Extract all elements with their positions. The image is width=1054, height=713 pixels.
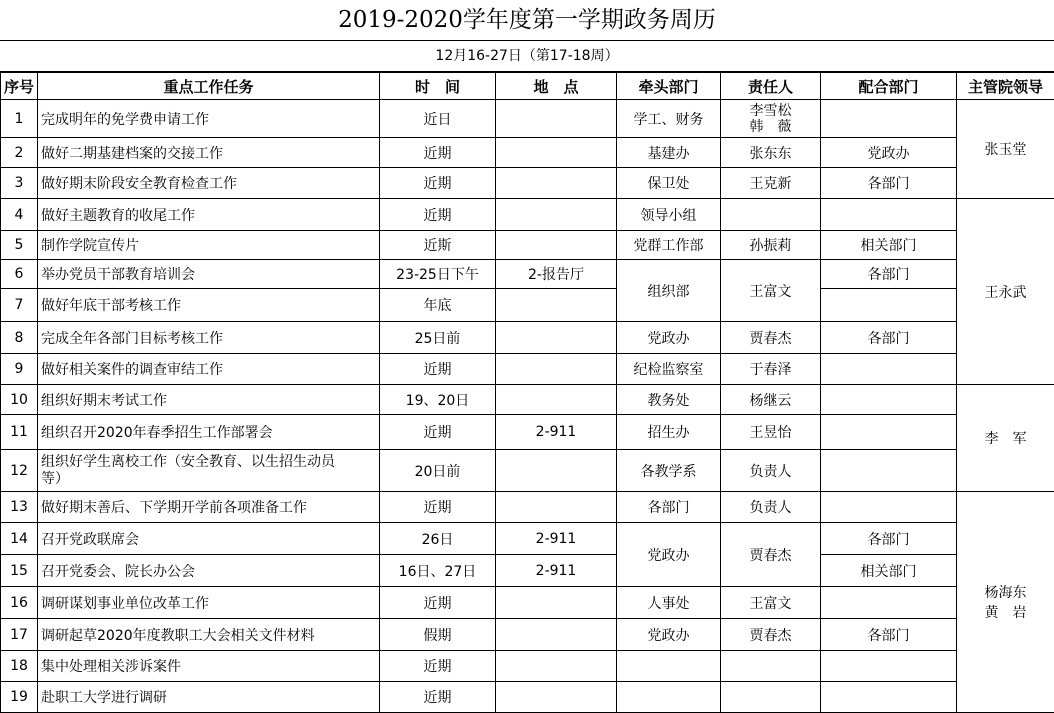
cell-time: 20日前 bbox=[380, 450, 496, 492]
cell-time: 年底 bbox=[380, 289, 496, 322]
cell-lead: 党政办 bbox=[617, 619, 721, 651]
cell-task: 调研谋划事业单位改革工作 bbox=[38, 587, 380, 619]
cell-no: 13 bbox=[1, 492, 38, 523]
cell-person bbox=[721, 682, 821, 713]
cell-time: 23-25日下午 bbox=[380, 260, 496, 289]
cell-task: 做好二期基建档案的交接工作 bbox=[38, 138, 380, 168]
cell-coop bbox=[821, 492, 957, 523]
cell-leader: 王永武 bbox=[957, 199, 1054, 385]
cell-lead: 党政办 bbox=[617, 523, 721, 587]
cell-place bbox=[496, 322, 617, 354]
table-row bbox=[1, 289, 1054, 322]
table-row bbox=[1, 260, 1054, 289]
cell-task: 召开党政联席会 bbox=[38, 523, 380, 555]
table-row bbox=[1, 231, 1054, 260]
cell-task: 召开党委会、院长办公会 bbox=[38, 555, 380, 587]
cell-coop: 各部门 bbox=[821, 322, 957, 354]
cell-coop: 各部门 bbox=[821, 260, 957, 289]
cell-place bbox=[496, 385, 617, 415]
cell-place: 2-报告厅 bbox=[496, 260, 617, 289]
cell-coop: 党政办 bbox=[821, 138, 957, 168]
cell-place bbox=[496, 354, 617, 385]
cell-leader: 李 军 bbox=[957, 385, 1054, 492]
table-row bbox=[1, 651, 1054, 682]
cell-time: 近期 bbox=[380, 168, 496, 199]
cell-lead: 学工、财务 bbox=[617, 100, 721, 138]
cell-person: 王昱怡 bbox=[721, 415, 821, 450]
cell-place bbox=[496, 231, 617, 260]
table-row bbox=[1, 322, 1054, 354]
table-row bbox=[1, 138, 1054, 168]
cell-place bbox=[496, 289, 617, 322]
cell-coop: 相关部门 bbox=[821, 231, 957, 260]
cell-time: 近期 bbox=[380, 354, 496, 385]
cell-place bbox=[496, 619, 617, 651]
table-row bbox=[1, 682, 1054, 713]
cell-lead: 领导小组 bbox=[617, 199, 721, 231]
cell-no: 3 bbox=[1, 168, 38, 199]
cell-no: 18 bbox=[1, 651, 38, 682]
cell-coop: 各部门 bbox=[821, 619, 957, 651]
leader-name: 黄 岩 bbox=[959, 602, 1052, 622]
cell-task: 做好相关案件的调查审结工作 bbox=[38, 354, 380, 385]
cell-leader: 张玉堂 bbox=[957, 100, 1054, 199]
table-row bbox=[1, 450, 1054, 492]
cell-person: 杨继云 bbox=[721, 385, 821, 415]
cell-lead: 纪检监察室 bbox=[617, 354, 721, 385]
cell-coop bbox=[821, 415, 957, 450]
cell-lead: 保卫处 bbox=[617, 168, 721, 199]
cell-place: 2-911 bbox=[496, 523, 617, 555]
header-leader: 主管院领导 bbox=[957, 73, 1054, 100]
person-name: 李雪松 bbox=[723, 103, 818, 119]
cell-lead: 各部门 bbox=[617, 492, 721, 523]
cell-time: 近期 bbox=[380, 138, 496, 168]
cell-lead bbox=[617, 651, 721, 682]
cell-lead: 招生办 bbox=[617, 415, 721, 450]
person-name: 韩 薇 bbox=[723, 119, 818, 135]
cell-place bbox=[496, 492, 617, 523]
cell-place: 2-911 bbox=[496, 555, 617, 587]
cell-place bbox=[496, 682, 617, 713]
cell-task: 做好年底干部考核工作 bbox=[38, 289, 380, 322]
cell-coop bbox=[821, 100, 957, 138]
document-title: 2019-2020学年度第一学期政务周历 bbox=[0, 0, 1054, 41]
cell-time: 近期 bbox=[380, 492, 496, 523]
cell-person: 于春泽 bbox=[721, 354, 821, 385]
leader-name: 杨海东 bbox=[959, 582, 1052, 602]
cell-no: 7 bbox=[1, 289, 38, 322]
cell-no: 8 bbox=[1, 322, 38, 354]
cell-coop bbox=[821, 651, 957, 682]
cell-person: 贾春杰 bbox=[721, 523, 821, 587]
cell-no: 14 bbox=[1, 523, 38, 555]
cell-no: 19 bbox=[1, 682, 38, 713]
cell-no: 4 bbox=[1, 199, 38, 231]
cell-task: 调研起草2020年度教职工大会相关文件材料 bbox=[38, 619, 380, 651]
cell-task: 制作学院宣传片 bbox=[38, 231, 380, 260]
cell-person bbox=[721, 199, 821, 231]
table-row bbox=[1, 523, 1054, 555]
cell-time: 近期 bbox=[380, 199, 496, 231]
cell-person: 孙振莉 bbox=[721, 231, 821, 260]
cell-time: 近期 bbox=[380, 651, 496, 682]
cell-no: 10 bbox=[1, 385, 38, 415]
cell-lead: 基建办 bbox=[617, 138, 721, 168]
cell-place bbox=[496, 587, 617, 619]
table-row bbox=[1, 100, 1054, 138]
cell-lead: 党群工作部 bbox=[617, 231, 721, 260]
header-person: 责任人 bbox=[721, 73, 821, 100]
cell-lead bbox=[617, 682, 721, 713]
header-time: 时 间 bbox=[380, 73, 496, 100]
cell-time: 近期 bbox=[380, 587, 496, 619]
cell-person bbox=[721, 100, 821, 138]
cell-no: 5 bbox=[1, 231, 38, 260]
header-row bbox=[1, 73, 1054, 100]
cell-person: 贾春杰 bbox=[721, 322, 821, 354]
cell-task: 组织召开2020年春季招生工作部署会 bbox=[38, 415, 380, 450]
cell-no: 2 bbox=[1, 138, 38, 168]
cell-coop bbox=[821, 682, 957, 713]
cell-coop: 相关部门 bbox=[821, 555, 957, 587]
cell-no: 17 bbox=[1, 619, 38, 651]
cell-place bbox=[496, 100, 617, 138]
cell-task: 完成全年各部门目标考核工作 bbox=[38, 322, 380, 354]
cell-person: 张东东 bbox=[721, 138, 821, 168]
cell-coop bbox=[821, 587, 957, 619]
header-place: 地 点 bbox=[496, 73, 617, 100]
cell-no: 1 bbox=[1, 100, 38, 138]
table-row bbox=[1, 587, 1054, 619]
cell-no: 15 bbox=[1, 555, 38, 587]
cell-person: 贾春杰 bbox=[721, 619, 821, 651]
cell-time: 近期 bbox=[380, 682, 496, 713]
cell-task: 组织好期末考试工作 bbox=[38, 385, 380, 415]
cell-no: 16 bbox=[1, 587, 38, 619]
cell-place bbox=[496, 651, 617, 682]
table-row bbox=[1, 555, 1054, 587]
cell-lead: 教务处 bbox=[617, 385, 721, 415]
cell-place bbox=[496, 199, 617, 231]
cell-time: 近斯 bbox=[380, 231, 496, 260]
cell-task: 赴职工大学进行调研 bbox=[38, 682, 380, 713]
cell-lead: 各教学系 bbox=[617, 450, 721, 492]
cell-time: 近期 bbox=[380, 415, 496, 450]
schedule-table bbox=[0, 72, 1054, 713]
cell-time: 假期 bbox=[380, 619, 496, 651]
task-line: 组织好学生离校工作（安全教育、以生招生动员 bbox=[41, 454, 377, 471]
cell-task: 集中处理相关涉诉案件 bbox=[38, 651, 380, 682]
cell-coop bbox=[821, 289, 957, 322]
cell-place bbox=[496, 450, 617, 492]
header-no: 序号 bbox=[1, 73, 38, 100]
cell-time: 16日、27日 bbox=[380, 555, 496, 587]
cell-person: 王富文 bbox=[721, 587, 821, 619]
cell-coop: 各部门 bbox=[821, 523, 957, 555]
cell-time: 25日前 bbox=[380, 322, 496, 354]
cell-task: 做好期末善后、下学期开学前各项准备工作 bbox=[38, 492, 380, 523]
cell-no: 11 bbox=[1, 415, 38, 450]
cell-task: 做好期末阶段安全教育检查工作 bbox=[38, 168, 380, 199]
cell-time: 26日 bbox=[380, 523, 496, 555]
header-coop: 配合部门 bbox=[821, 73, 957, 100]
header-task: 重点工作任务 bbox=[38, 73, 380, 100]
cell-person: 王克新 bbox=[721, 168, 821, 199]
cell-time: 19、20日 bbox=[380, 385, 496, 415]
cell-lead: 党政办 bbox=[617, 322, 721, 354]
cell-coop bbox=[821, 385, 957, 415]
cell-no: 6 bbox=[1, 260, 38, 289]
cell-place bbox=[496, 168, 617, 199]
cell-coop: 各部门 bbox=[821, 168, 957, 199]
cell-task: 做好主题教育的收尾工作 bbox=[38, 199, 380, 231]
cell-no: 12 bbox=[1, 450, 38, 492]
cell-leader bbox=[957, 492, 1054, 713]
table-row bbox=[1, 492, 1054, 523]
header-lead: 牵头部门 bbox=[617, 73, 721, 100]
table-row bbox=[1, 168, 1054, 199]
cell-task: 举办党员干部教育培训会 bbox=[38, 260, 380, 289]
table-row bbox=[1, 354, 1054, 385]
task-line: 等） bbox=[41, 471, 377, 488]
cell-person bbox=[721, 651, 821, 682]
cell-no: 9 bbox=[1, 354, 38, 385]
table-row bbox=[1, 385, 1054, 415]
cell-place bbox=[496, 138, 617, 168]
cell-time: 近日 bbox=[380, 100, 496, 138]
cell-person: 王富文 bbox=[721, 260, 821, 322]
cell-lead: 组织部 bbox=[617, 260, 721, 322]
table-row bbox=[1, 619, 1054, 651]
cell-person: 负责人 bbox=[721, 450, 821, 492]
document-subtitle: 12月16-27日（第17-18周） bbox=[0, 41, 1054, 72]
cell-place: 2-911 bbox=[496, 415, 617, 450]
cell-coop bbox=[821, 354, 957, 385]
cell-lead: 人事处 bbox=[617, 587, 721, 619]
cell-coop bbox=[821, 450, 957, 492]
table-row bbox=[1, 415, 1054, 450]
cell-task bbox=[38, 450, 380, 492]
cell-task: 完成明年的免学费申请工作 bbox=[38, 100, 380, 138]
table-row bbox=[1, 199, 1054, 231]
cell-person: 负责人 bbox=[721, 492, 821, 523]
cell-coop bbox=[821, 199, 957, 231]
